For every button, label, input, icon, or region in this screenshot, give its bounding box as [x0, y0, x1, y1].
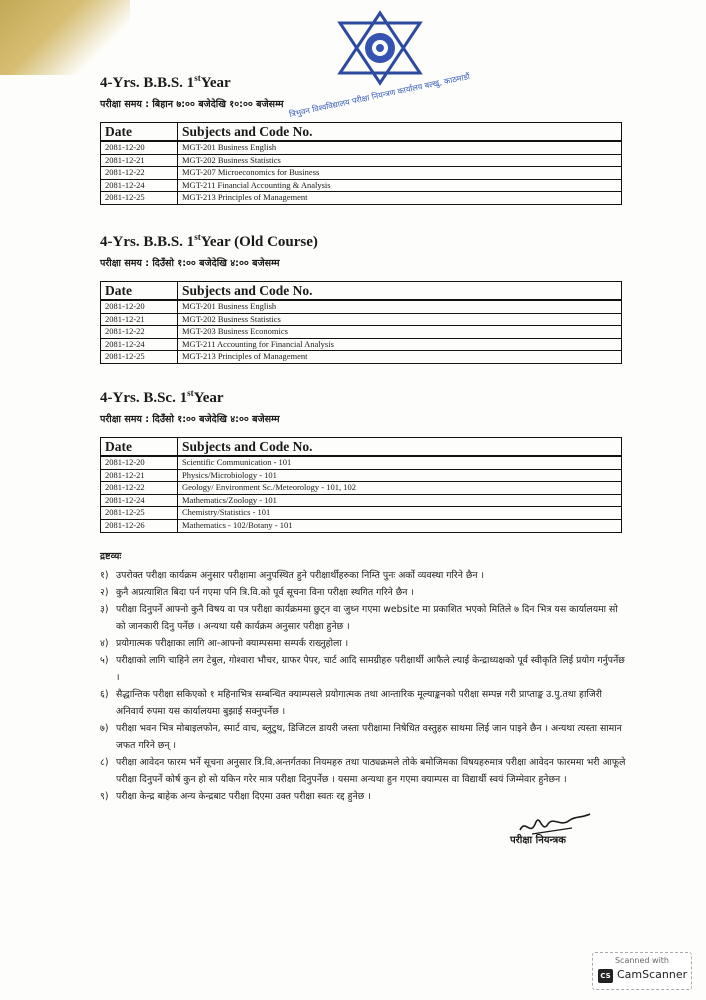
- header-date: Date: [101, 123, 178, 142]
- scan-corner-shadow: [0, 0, 130, 75]
- table-row: [101, 456, 622, 469]
- date-cell: 2081-12-22: [101, 326, 178, 339]
- date-cell: 2081-12-25: [101, 192, 178, 205]
- notes-section: [100, 548, 630, 805]
- subject-cell: MGT-201 Business English: [178, 300, 622, 313]
- note-text: प्रयोगात्मक परीक्षाका लागि आ-आफ्नो क्याम्पसमा सम्पर्क राख्नुहोला ।: [116, 638, 349, 649]
- note-item: [100, 720, 630, 754]
- note-number: ८): [100, 757, 109, 768]
- note-number: २): [100, 587, 109, 598]
- note-number: १): [100, 570, 109, 581]
- header-subjects: Subjects and Code No.: [178, 438, 622, 457]
- table-row: [101, 313, 622, 326]
- date-cell: 2081-12-20: [101, 456, 178, 469]
- schedule-section-bsc-1st-year: [100, 388, 630, 533]
- date-cell: 2081-12-21: [101, 469, 178, 482]
- header-subjects: Subjects and Code No.: [178, 123, 622, 142]
- date-cell: 2081-12-22: [101, 482, 178, 495]
- subject-cell: MGT-203 Business Economics: [178, 326, 622, 339]
- note-item: [100, 567, 630, 584]
- note-number: ३): [100, 604, 109, 615]
- note-number: ५): [100, 655, 109, 666]
- date-cell: 2081-12-24: [101, 179, 178, 192]
- note-item: [100, 686, 630, 720]
- table-row: [101, 141, 622, 154]
- table-row: [101, 154, 622, 167]
- date-cell: 2081-12-22: [101, 167, 178, 180]
- exam-time: परीक्षा समय : दिउँसो १:०० बजेदेखि ४:०० बजेसम्म: [100, 414, 280, 425]
- note-text: परीक्षा केन्द्र बाहेक अन्य केन्द्रबाट परीक्षा दिएमा उक्त परीक्षा स्वतः रद्द हुनेछ ।: [116, 791, 371, 802]
- section-title: 4-Yrs. B.Sc. 1stYear: [100, 388, 224, 406]
- camscanner-watermark: [592, 952, 692, 990]
- note-text: परीक्षाको लागि चाहिने लग टेबुल, गोश्वारा भौचर, ग्राफर पेपर, चार्ट आदि सामग्रीहरु परीक्षार्थी आफैले ल्याई केन्द्राध्यक्षको पूर्व स्वीकृति लिई प्रयोग गर्नुपर्नेछ ।: [116, 655, 625, 683]
- camscanner-name: CamScanner: [617, 968, 688, 981]
- note-item: [100, 754, 630, 788]
- section-title: 4-Yrs. B.B.S. 1stYear (Old Course): [100, 232, 318, 250]
- table-row: [101, 469, 622, 482]
- note-item: [100, 584, 630, 601]
- schedule-section-bbs-1st-year-old-course: [100, 232, 630, 364]
- date-cell: 2081-12-25: [101, 351, 178, 364]
- date-cell: 2081-12-21: [101, 154, 178, 167]
- note-item: [100, 601, 630, 635]
- date-cell: 2081-12-20: [101, 141, 178, 154]
- subject-cell: MGT-202 Business Statistics: [178, 313, 622, 326]
- header-date: Date: [101, 282, 178, 301]
- note-item: [100, 788, 630, 805]
- note-number: ७): [100, 723, 109, 734]
- subject-cell: MGT-213 Principles of Management: [178, 351, 622, 364]
- date-cell: 2081-12-20: [101, 300, 178, 313]
- subject-cell: MGT-213 Principles of Management: [178, 192, 622, 205]
- header-subjects: Subjects and Code No.: [178, 282, 622, 301]
- note-text: परीक्षा आवेदन फारम भर्ने सूचना अनुसार त्रि.वि.अन्तर्गतका नियमहरु तथा पाठ्यक्रमले तोके बमोजिमका विषयहरुमात्र परीक्षा आवेदन फारममा भरी आफूले परीक्षा दिनुपर्ने कोर्ष कुन हो सो यकिन गरेर मात्र परीक्षा दिनुपर्नेछ । यसमा अन्यथा हुन गएमा क्याम्पस वा विद्यार्थी स्वयं जिम्मेवार हुनेछन ।: [116, 757, 626, 785]
- table-row: [101, 338, 622, 351]
- note-text: कुनै अप्रत्याशित बिदा पर्न गएमा पनि त्रि.वि.को पूर्व सूचना विना परीक्षा स्थगित गरिने छैन ।: [116, 587, 414, 598]
- schedule-section-bbs-1st-year: [100, 73, 630, 205]
- subject-cell: MGT-211 Accounting for Financial Analysis: [178, 338, 622, 351]
- table-row: [101, 519, 622, 532]
- header-date: Date: [101, 438, 178, 457]
- schedule-table: [100, 281, 622, 364]
- table-row: [101, 300, 622, 313]
- exam-time: परीक्षा समय : दिउँसो १:०० बजेदेखि ४:०० बजेसम्म: [100, 258, 280, 269]
- table-row: [101, 351, 622, 364]
- subject-cell: Geology/ Environment Sc./Meteorology - 101, 102: [178, 482, 622, 495]
- table-row: [101, 494, 622, 507]
- note-text: परीक्षा दिनुपर्ने आफ्नो कुनै विषय वा पत्र परीक्षा कार्यक्रममा छुट्न वा जुध्न गएमा website मा प्रकाशित भएको मितिले ७ दिन भित्र यस कार्यालयमा सो को जानकारी दिनु पर्नेछ । अन्यथा यसै कार्यक्रम अनुसार परीक्षा हुनेछ ।: [116, 604, 618, 632]
- date-cell: 2081-12-26: [101, 519, 178, 532]
- subject-cell: MGT-202 Business Statistics: [178, 154, 622, 167]
- subject-cell: Physics/Microbiology - 101: [178, 469, 622, 482]
- table-row: [101, 326, 622, 339]
- schedule-table: [100, 437, 622, 533]
- subject-cell: MGT-207 Microeconomics for Business: [178, 167, 622, 180]
- date-cell: 2081-12-25: [101, 507, 178, 520]
- exam-time: परीक्षा समय : बिहान ७:०० बजेदेखि १०:०० बजेसम्म: [100, 99, 284, 110]
- note-text: उपरोक्त परीक्षा कार्यक्रम अनुसार परीक्षामा अनुपस्थित हुने परीक्षार्थीहरुका निम्ति पुनः अर्को व्यवस्था गरिने छैन ।: [116, 570, 485, 581]
- date-cell: 2081-12-24: [101, 494, 178, 507]
- note-text: सैद्धान्तिक परीक्षा सकिएको १ महिनाभित्र सम्बन्धित क्याम्पसले प्रयोगात्मक तथा आन्तारिक मूल्याङ्कनको परीक्षा सम्पन्न गरी प्राप्ताङ्क उ.पु.तथा हाजिरी अनिवार्य रुपमा यस कार्यालयमा बुझाई सक्नुपर्नेछ ।: [116, 689, 602, 717]
- note-text: परीक्षा भवन भित्र मोबाइलफोन, स्मार्ट वाच, ब्लुटुथ, डिजिटल डायरी जस्ता परीक्षामा निषेधित वस्तुहरु साथमा लिई जान पाइने छैन । अन्यथा त्यस्ता सामान जफत गरिने छन् ।: [116, 723, 622, 751]
- subject-cell: Scientific Communication - 101: [178, 456, 622, 469]
- note-number: ४): [100, 638, 109, 649]
- subject-cell: MGT-211 Financial Accounting & Analysis: [178, 179, 622, 192]
- seal-text: त्रिभुवन विश्वविद्यालय परीक्षा नियन्त्रण कार्यालय बल्खु, काठमाडौं: [288, 71, 471, 120]
- note-item: [100, 635, 630, 652]
- signature-title: परीक्षा नियन्त्रक: [510, 835, 566, 846]
- note-number: ९): [100, 791, 109, 802]
- notes-title: द्रष्टव्यः: [100, 551, 122, 562]
- section-title: 4-Yrs. B.B.S. 1stYear: [100, 73, 231, 91]
- table-row: [101, 192, 622, 205]
- schedule-table: [100, 122, 622, 205]
- table-row: [101, 167, 622, 180]
- camscanner-logo-icon: CS: [598, 969, 613, 983]
- date-cell: 2081-12-21: [101, 313, 178, 326]
- table-row: [101, 507, 622, 520]
- subject-cell: Chemistry/Statistics - 101: [178, 507, 622, 520]
- subject-cell: Mathematics - 102/Botany - 101: [178, 519, 622, 532]
- table-row: [101, 179, 622, 192]
- subject-cell: MGT-201 Business English: [178, 141, 622, 154]
- subject-cell: Mathematics/Zoology - 101: [178, 494, 622, 507]
- table-row: [101, 482, 622, 495]
- note-item: [100, 652, 630, 686]
- camscanner-top-text: Scanned with: [614, 956, 670, 965]
- note-number: ६): [100, 689, 109, 700]
- date-cell: 2081-12-24: [101, 338, 178, 351]
